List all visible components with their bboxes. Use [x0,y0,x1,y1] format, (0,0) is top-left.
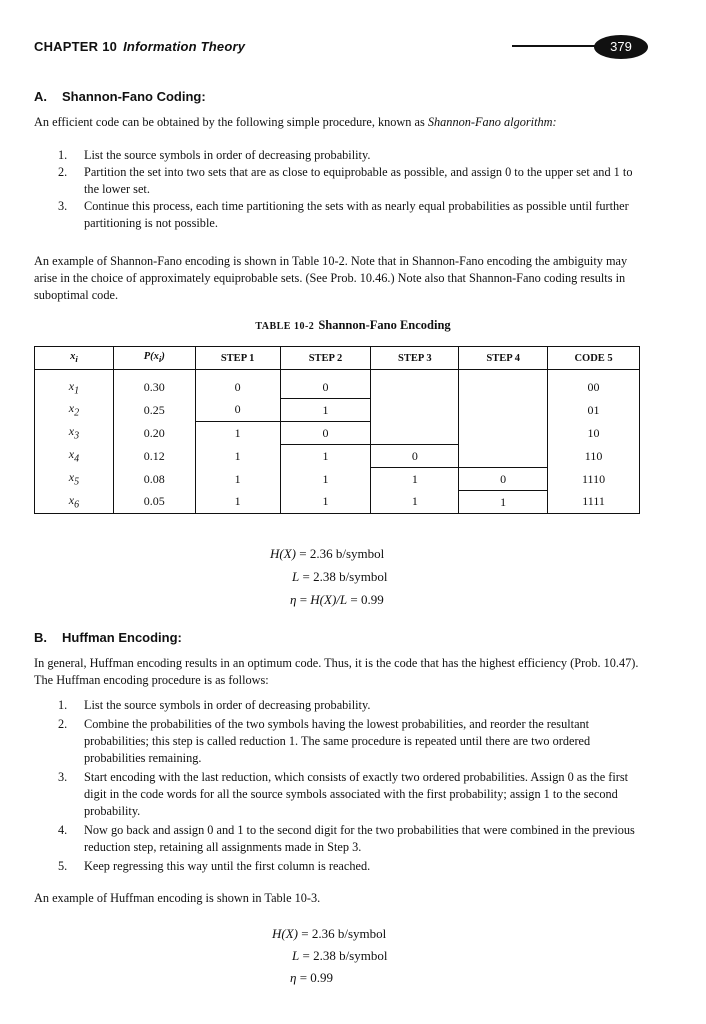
list-text: List the source symbols in order of decreasing probability. [84,148,371,162]
efficiency-equation: η = H(X)/L = 0.99 [290,592,384,607]
list-text: Combine the probabilities of the two symbols having the lowest probabilities, and reorder the resultant probabilities; this step is called reduction 1. The same procedure is repeated until there are two ordered probabilities remaining. [84,717,591,765]
list-item [58,769,638,820]
list-number: 1. [58,698,68,712]
table-row: $x_2$ 0.25 0 1 01 [35,399,640,422]
section-a-intro [34,114,648,131]
list-text: Partition the set into two sets that are as close to equiprobable as possible, and assign 0 to the upper set and 1 to the lower set. [84,165,633,196]
list-text: Keep regressing this way until the first column is reached. [84,859,371,873]
list-item [58,716,638,767]
table-caption [0,318,706,333]
list-text: Start encoding with the last reduction, which consists of exactly two ordered probabilities. Assign 0 as the first digit in the code words for all the source symbols associated with the first probability; assign 1 to the second probability. [84,770,629,818]
list-item [58,147,638,164]
shannon-fano-table [34,346,640,514]
section-a-intro-text: An efficient code can be obtained by the following simple procedure, known as [34,115,428,129]
list-item [58,858,638,875]
list-number: 2. [58,165,68,179]
list-item [58,697,638,714]
section-b-intro: In general, Huffman encoding results in an optimum code. Thus, it is the code that has the highest efficiency (Prob. 10.47). The Huffman encoding procedure is as follows: [34,656,639,687]
list-item [58,822,638,856]
header-probability: $P(x_i)$ [113,347,195,370]
table-row: $x_1$ 0.30 0 0 00 [35,370,640,399]
section-a-heading [34,89,206,104]
entropy-equation: H(X) = 2.36 b/symbol [272,926,387,941]
section-b-example: An example of Huffman encoding is shown in Table 10-3. [34,891,321,905]
length-equation: L = 2.38 b/symbol [292,569,388,584]
page-header [34,37,650,59]
table-label: TABLE 10-2 [255,321,315,332]
list-item [58,164,638,198]
table-row: $x_5$ 0.08 1 1 1 0 1110 [35,468,640,491]
list-number: 2. [58,717,68,731]
table-row: $x_6$ 0.05 1 1 1 1 1111 [35,491,640,514]
section-a-title: Shannon-Fano Coding: [62,89,206,104]
page-number: 379 [594,35,648,59]
table-row: $x_3$ 0.20 1 0 10 [35,422,640,445]
header-step2: STEP 2 [280,347,371,370]
length-equation: L = 2.38 b/symbol [292,948,388,963]
efficiency-equation: η = 0.99 [290,970,334,985]
section-a-steps [58,147,638,232]
header-step3: STEP 3 [371,347,459,370]
header-step1: STEP 1 [195,347,280,370]
chapter-number: 10 [102,39,118,54]
entropy-equation: H(X) = 2.36 b/symbol [270,546,385,561]
section-b-letter: B. [34,630,47,645]
list-number: 5. [58,859,68,873]
list-item [58,198,638,232]
list-number: 3. [58,770,68,784]
list-number: 1. [58,148,68,162]
header-symbol: $x_i$ [35,347,114,370]
header-code: CODE 5 [548,347,640,370]
list-text: List the source symbols in order of decreasing probability. [84,698,371,712]
section-a-letter: A. [34,89,47,104]
section-b-steps [58,697,638,875]
chapter-label: CHAPTER [34,39,99,54]
header-step4: STEP 4 [459,347,548,370]
table-title: Shannon-Fano Encoding [318,318,451,332]
list-number: 4. [58,823,68,837]
chapter-title: Information Theory [123,39,246,54]
list-number: 3. [58,199,68,213]
list-text: Now go back and assign 0 and 1 to the second digit for the two probabilities that were combined in the previous reduction step, retaining all assignments made in Step 3. [84,823,635,854]
section-a-intro-italic: Shannon-Fano algorithm: [427,115,557,129]
section-b-heading [34,630,182,645]
list-text: Continue this process, each time partitioning the sets with as nearly equal probabilities as possible until further partitioning is not possible. [84,199,629,230]
table-header-row [35,347,640,370]
table-row: $x_4$ 0.12 1 1 0 110 [35,445,640,468]
section-a-example: An example of Shannon-Fano encoding is shown in Table 10-2. Note that in Shannon-Fano encoding the ambiguity may arise in the choice of approximately equiprobable sets. (See Prob. 10.46.) Note also that Shannon-Fano coding results in suboptimal code. [34,254,628,302]
section-b-title: Huffman Encoding: [62,630,182,645]
chapter-heading [34,39,245,54]
